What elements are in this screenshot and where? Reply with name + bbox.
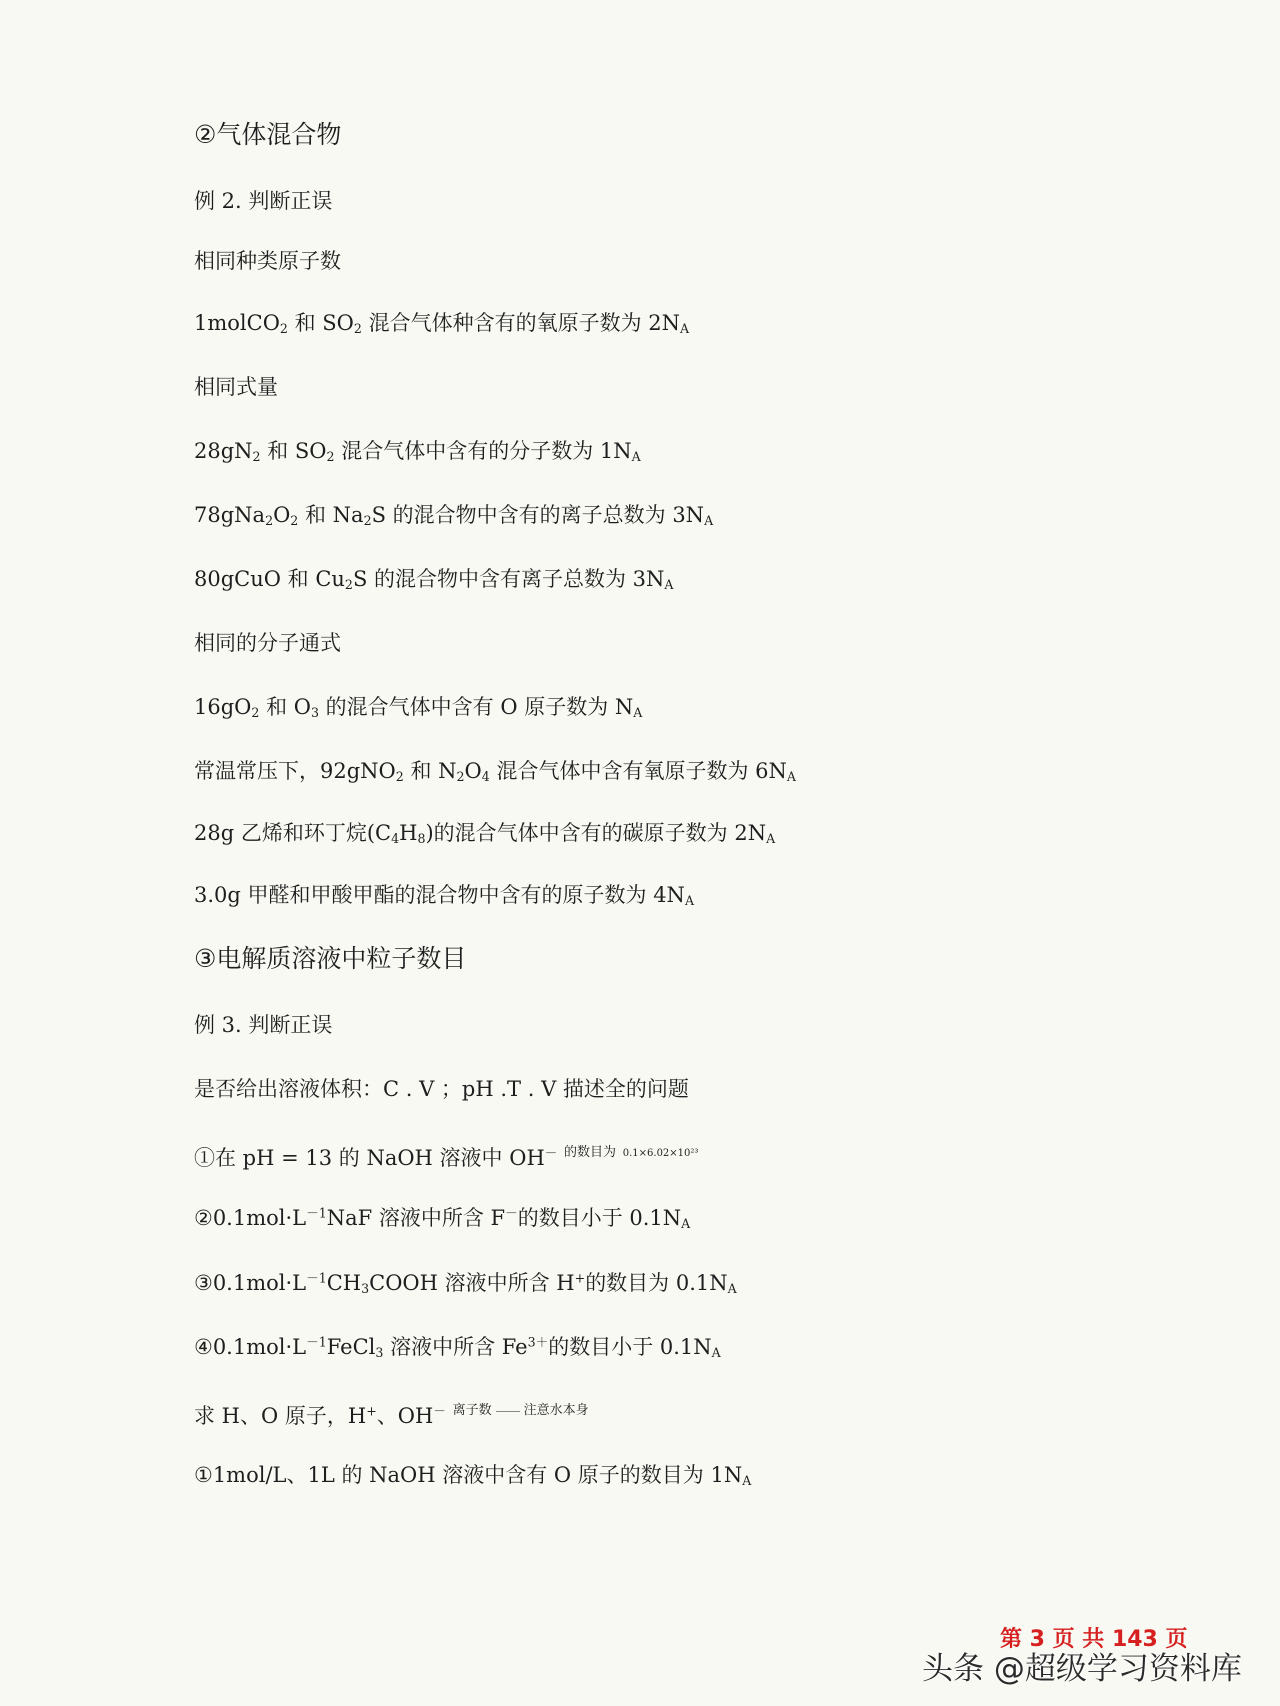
section-heading-electrolyte-solution [194,944,466,974]
statement-cuo-cu2s [194,564,674,594]
text-fragment: A [633,705,643,721]
statement-no2-n2o4 [194,756,796,786]
text-fragment: － [505,1205,518,1221]
text-fragment: 和 Na [298,503,364,527]
text-fragment: )的混合气体中含有的碳原子数为 2N [425,821,767,845]
text-fragment: 80gCuO 和 Cu [194,567,345,591]
text-fragment: S 的混合物中含有离子总数为 3N [352,567,665,591]
text-fragment: O [273,503,291,527]
text-fragment: 3.0g 甲醛和甲酸甲酯的混合物中含有的原子数为 4N [194,883,685,907]
example-3-label [194,1010,332,1040]
text-fragment: ①在 pH = 13 的 NaOH 溶液中 OH [194,1146,545,1171]
text-fragment: A [680,321,690,337]
text-fragment: COOH 溶液中所含 H [369,1271,575,1295]
text-fragment: 相同种类原子数 [194,249,341,273]
text-fragment: A [786,769,796,785]
text-fragment: A [711,1345,721,1361]
text-fragment: ①1mol/L、1L 的 NaOH 溶液中含有 O 原子的数目为 1N [194,1463,743,1487]
dash-separator [496,1411,520,1412]
text-fragment: A [684,893,695,909]
text-fragment: 的数目为 0.1N [585,1271,728,1295]
statement-na2o2-na2s [194,500,713,530]
text-fragment: 和 SO [260,439,327,463]
text-fragment: 16gO [194,695,252,719]
text-fragment: －1 [306,1270,327,1286]
text-fragment: 3＋ [527,1334,549,1350]
text-fragment: 和 O [259,695,311,719]
text-fragment: 例 2. 判断正误 [194,189,333,213]
text-fragment: 0.1×6.02×10²³ [622,1148,699,1160]
text-fragment: 的数目小于 0.1N [548,1335,712,1359]
watermark: 头条 @超级学习资料库 [922,1651,1242,1687]
volume-question [194,1074,689,1104]
text-fragment: A [766,831,776,847]
text-fragment: S 的混合物中含有的离子总数为 3N [371,503,705,527]
text-fragment: 2 [326,449,335,465]
text-fragment: ②0.1mol·L [194,1206,307,1230]
text-fragment: 8 [417,831,426,847]
text-fragment: 2 [395,769,404,785]
text-fragment: A [631,449,641,465]
text-fragment: 溶液中所含 Fe [383,1335,528,1359]
text-fragment: ③电解质溶液中粒子数目 [194,944,467,973]
text-fragment: 2 [265,513,274,529]
text-fragment: 的混合气体中含有 O 原子数为 N [319,695,634,719]
section-heading-gas-mixture [194,120,341,150]
text-fragment: 混合气体中含有的分子数为 1N [334,439,632,463]
question-2-naf [194,1203,690,1233]
statement-formaldehyde-methyl-formate [194,880,694,910]
text-fragment: －1 [306,1205,327,1221]
text-fragment: 2 [251,705,260,721]
statement-co2-so2 [194,308,689,338]
text-fragment: A [727,1281,737,1297]
text-fragment: 混合气体种含有的氧原子数为 2N [361,311,680,335]
statement-n2-so2 [194,436,641,466]
text-fragment: 2 [252,449,261,465]
text-fragment: － [544,1145,558,1161]
text-fragment: 28gN [194,439,253,463]
text-fragment: 常温常压下，92gNO [194,759,396,783]
text-fragment: 注意水本身 [523,1403,589,1418]
text-fragment: 和 SO [287,311,354,335]
text-fragment: 相同式量 [194,375,278,399]
subheading-same-formula-weight [194,372,278,402]
text-fragment: + [574,1270,586,1286]
text-fragment: 3 [375,1345,384,1361]
question-3-ch3cooh [194,1268,737,1298]
note-h-o-atoms-ions [194,1396,589,1431]
subheading-same-atoms [194,246,341,276]
text-fragment: ②气体混合物 [194,120,342,149]
text-fragment: － [433,1403,446,1419]
text-fragment: H [399,821,418,845]
text-fragment: ③0.1mol·L [194,1271,307,1295]
text-fragment: 2 [290,513,299,529]
subheading-same-general-formula [194,628,341,658]
page-indicator: 第 3 页 共 143 页 [1000,1627,1188,1652]
text-fragment: 求 H、O 原子，H [194,1404,367,1429]
text-fragment: 和 N [403,759,457,783]
text-fragment: O [464,759,482,783]
text-fragment: 相同的分子通式 [194,631,341,655]
text-fragment: 、OH [376,1404,434,1429]
text-fragment: 2 [363,513,372,529]
statement-o2-o3 [194,692,642,722]
question-4-fecl3 [194,1332,721,1362]
text-fragment: 3 [361,1281,370,1297]
text-fragment: ④0.1mol·L [194,1335,307,1359]
text-fragment: 4 [481,769,490,785]
text-fragment: 的数目为 [564,1145,617,1160]
text-fragment: + [366,1403,377,1419]
question-1-ph13-naoh [194,1138,698,1173]
text-fragment: A [704,513,714,529]
text-fragment: 2 [353,321,362,337]
text-fragment: NaF 溶液中所含 F [326,1206,506,1230]
statement-ethylene-cyclobutane [194,818,775,848]
example-2-label [194,186,332,216]
question-1-naoh-o-atoms [194,1460,751,1490]
text-fragment: 的数目小于 0.1N [517,1206,682,1230]
text-fragment: A [681,1216,691,1232]
text-fragment: 是否给出溶液体积：C . V ；pH .T . V 描述全的问题 [194,1077,689,1101]
text-fragment: FeCl [326,1335,376,1359]
text-fragment: 例 3. 判断正误 [194,1013,333,1037]
text-fragment: 2 [279,321,288,337]
text-fragment: 78gNa [194,503,266,527]
text-fragment: A [664,577,674,593]
text-fragment: 离子数 [452,1403,492,1418]
text-fragment: 4 [391,831,400,847]
text-fragment: 混合气体中含有氧原子数为 6N [489,759,787,783]
text-fragment: 1molCO [194,311,280,335]
text-fragment: －1 [306,1334,327,1350]
text-fragment: CH [326,1271,362,1295]
text-fragment: A [742,1473,752,1489]
text-fragment: 28g 乙烯和环丁烷(C [194,821,392,845]
text-fragment: 2 [344,577,353,593]
text-fragment: 3 [310,705,319,721]
text-fragment: 2 [456,769,465,785]
